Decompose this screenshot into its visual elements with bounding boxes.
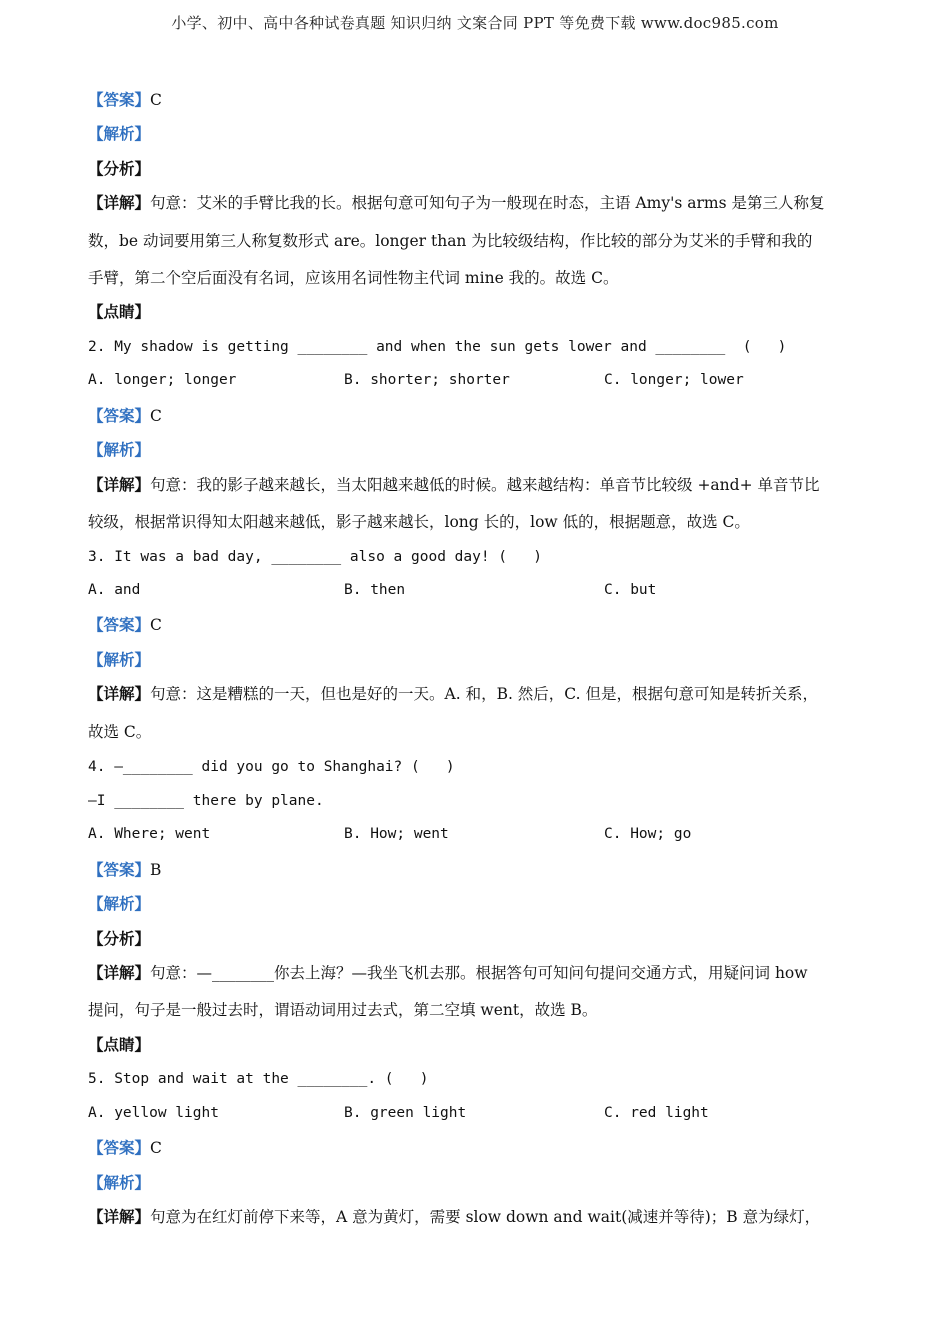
q1-fenxi-label: 【分析】	[88, 159, 151, 178]
q3-option-b: B. then	[344, 582, 406, 598]
q3-analysis-label: 【解析】	[88, 650, 151, 669]
q5-option-b: B. green light	[344, 1105, 467, 1121]
q4-detail-text-1: 句意：—________你去上海？—我坐飞机去那。根据答句可知问句提问交通方式，用疑问词 how	[150, 964, 808, 982]
q2-option-c: C. longer; lower	[604, 372, 744, 388]
q2-answer-line	[88, 406, 162, 426]
q3-detail-line-1	[88, 684, 818, 704]
q2-option-b: B. shorter; shorter	[344, 372, 510, 388]
page-header: 小学、初中、高中各种试卷真题 知识归纳 文案合同 PPT 等免费下载 www.doc985.com	[171, 14, 779, 32]
q2-stem: 2. My shadow is getting ________ and when the sun gets lower and ________ ( )	[88, 339, 787, 355]
detail-label: 【详解】	[88, 963, 151, 982]
q4-stem-reply: —I ________ there by plane.	[88, 793, 324, 809]
q5-answer: C	[150, 1139, 162, 1157]
q4-answer: B	[150, 861, 162, 879]
q3-detail-text-1: 句意：这是糟糕的一天，但也是好的一天。A. 和，B. 然后，C. 但是，根据句意可知是转折关系，	[150, 685, 818, 703]
q2-detail-text-1: 句意：我的影子越来越长，当太阳越来越低的时候。越来越结构：单音节比较级 +and+ 单音节比	[150, 476, 820, 494]
q5-detail-text-1: 句意为在红灯前停下来等，A 意为黄灯，需要 slow down and wait(减速并等待)；B 意为绿灯，	[150, 1208, 821, 1226]
q1-answer-line	[88, 90, 162, 110]
q4-stem: 4. —________ did you go to Shanghai? ( )	[88, 759, 455, 775]
q4-dianjing-label: 【点睛】	[88, 1035, 151, 1054]
q2-detail-line-1	[88, 475, 820, 495]
answer-label: 【答案】	[88, 1138, 151, 1157]
answer-label: 【答案】	[88, 90, 151, 109]
q1-detail-line-1	[88, 193, 824, 213]
q4-detail-line-1	[88, 963, 808, 983]
q3-option-c: C. but	[604, 582, 657, 598]
q2-answer: C	[150, 407, 162, 425]
q5-detail-line-1	[88, 1207, 820, 1227]
q1-detail-line-3: 手臂，第二个空后面没有名词，应该用名词性物主代词 mine 我的。故选 C。	[88, 269, 619, 287]
q3-answer-line	[88, 615, 162, 635]
q4-option-c: C. How; go	[604, 826, 692, 842]
q5-answer-line	[88, 1138, 162, 1158]
q4-analysis-label: 【解析】	[88, 894, 151, 913]
q3-stem: 3. It was a bad day, ________ also a good day! ( )	[88, 549, 542, 565]
q5-option-c: C. red light	[604, 1105, 709, 1121]
q1-detail-line-2: 数，be 动词要用第三人称复数形式 are。longer than 为比较级结构，作比较的部分为艾米的手臂和我的	[88, 232, 813, 250]
q4-option-b: B. How; went	[344, 826, 449, 842]
q4-detail-line-2: 提问，句子是一般过去时，谓语动词用过去式，第二空填 went，故选 B。	[88, 1001, 598, 1019]
q1-analysis-label: 【解析】	[88, 124, 151, 143]
detail-label: 【详解】	[88, 193, 151, 212]
answer-label: 【答案】	[88, 860, 151, 879]
q3-detail-line-2: 故选 C。	[88, 723, 152, 741]
detail-label: 【详解】	[88, 684, 151, 703]
q4-option-a: A. Where; went	[88, 826, 211, 842]
q2-detail-line-2: 较级，根据常识得知太阳越来越低，影子越来越长，long 长的，low 低的，根据题意，故选 C。	[88, 513, 750, 531]
q1-detail-text-1: 句意：艾米的手臂比我的长。根据句意可知句子为一般现在时态，主语 Amy's arms 是第三人称复	[150, 194, 825, 212]
q1-answer: C	[150, 91, 162, 109]
q2-analysis-label: 【解析】	[88, 440, 151, 459]
q3-answer: C	[150, 616, 162, 634]
detail-label: 【详解】	[88, 1207, 151, 1226]
q2-option-a: A. longer; longer	[88, 372, 237, 388]
q3-option-a: A. and	[88, 582, 141, 598]
q4-fenxi-label: 【分析】	[88, 929, 151, 948]
q5-analysis-label: 【解析】	[88, 1173, 151, 1192]
q4-answer-line	[88, 860, 161, 880]
q5-option-a: A. yellow light	[88, 1105, 219, 1121]
answer-label: 【答案】	[88, 406, 151, 425]
detail-label: 【详解】	[88, 475, 151, 494]
q1-dianjing-label: 【点睛】	[88, 302, 151, 321]
q5-stem: 5. Stop and wait at the ________. ( )	[88, 1071, 429, 1087]
answer-label: 【答案】	[88, 615, 151, 634]
